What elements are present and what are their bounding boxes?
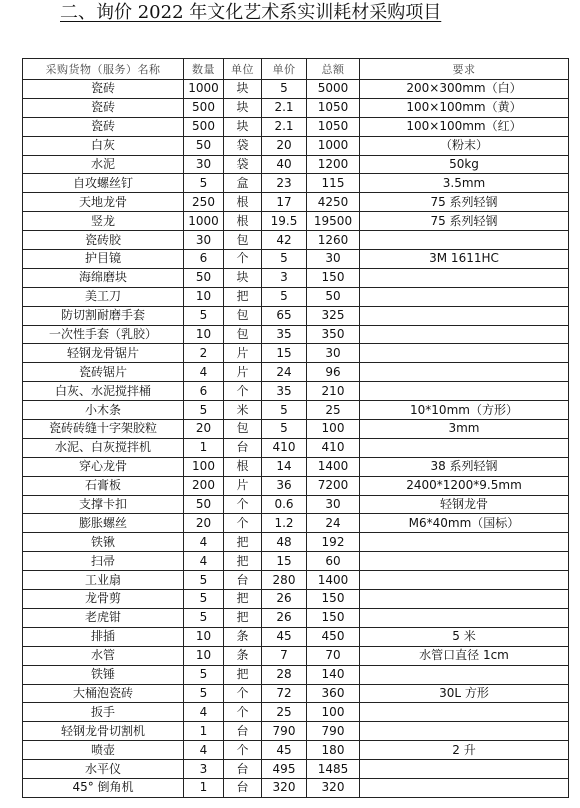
total-cell: 450 <box>307 627 360 646</box>
table-row <box>23 741 569 760</box>
requirement-cell: 200×300mm（白） <box>360 80 569 99</box>
item-name-cell: 扳手 <box>23 703 184 722</box>
table-row <box>23 760 569 779</box>
unit-cell: 把 <box>224 590 262 609</box>
requirement-cell <box>360 344 569 363</box>
requirement-cell: 50kg <box>360 155 569 174</box>
requirement-cell <box>360 552 569 571</box>
unit-cell: 台 <box>224 760 262 779</box>
unit-cell: 块 <box>224 80 262 99</box>
total-cell: 24 <box>307 514 360 533</box>
procurement-table <box>22 58 569 798</box>
unit-price-cell: 65 <box>262 306 307 325</box>
item-name-cell: 自攻螺丝钉 <box>23 174 184 193</box>
unit-cell: 袋 <box>224 155 262 174</box>
requirement-cell: 10*10mm（方形） <box>360 401 569 420</box>
page-title: 二、询价 2022 年文化艺术系实训耗材采购项目 <box>60 2 442 23</box>
requirement-cell <box>360 306 569 325</box>
quantity-cell: 30 <box>184 155 224 174</box>
quantity-cell: 500 <box>184 117 224 136</box>
total-cell: 1260 <box>307 231 360 250</box>
unit-price-cell: 40 <box>262 155 307 174</box>
total-cell: 320 <box>307 778 360 797</box>
table-row <box>23 174 569 193</box>
unit-price-cell: 15 <box>262 552 307 571</box>
table-row <box>23 250 569 269</box>
unit-price-cell: 320 <box>262 778 307 797</box>
unit-cell: 把 <box>224 287 262 306</box>
item-name-cell: 一次性手套（乳胶） <box>23 325 184 344</box>
unit-cell: 片 <box>224 476 262 495</box>
total-cell: 1050 <box>307 98 360 117</box>
unit-price-cell: 72 <box>262 684 307 703</box>
total-cell: 150 <box>307 590 360 609</box>
item-name-cell: 水泥 <box>23 155 184 174</box>
table-row <box>23 703 569 722</box>
quantity-cell: 10 <box>184 287 224 306</box>
unit-cell: 个 <box>224 495 262 514</box>
unit-price-cell: 0.6 <box>262 495 307 514</box>
unit-price-cell: 495 <box>262 760 307 779</box>
header-unit-price: 单价 <box>262 59 307 80</box>
item-name-cell: 水平仪 <box>23 760 184 779</box>
unit-cell: 台 <box>224 438 262 457</box>
item-name-cell: 瓷砖 <box>23 117 184 136</box>
total-cell: 115 <box>307 174 360 193</box>
total-cell: 50 <box>307 287 360 306</box>
table-row <box>23 514 569 533</box>
quantity-cell: 100 <box>184 457 224 476</box>
unit-cell: 块 <box>224 268 262 287</box>
quantity-cell: 6 <box>184 382 224 401</box>
quantity-cell: 500 <box>184 98 224 117</box>
requirement-cell: 75 系列轻钢 <box>360 212 569 231</box>
quantity-cell: 5 <box>184 401 224 420</box>
item-name-cell: 瓷砖胶 <box>23 231 184 250</box>
table-row <box>23 420 569 439</box>
requirement-cell: 2400*1200*9.5mm <box>360 476 569 495</box>
total-cell: 30 <box>307 344 360 363</box>
unit-price-cell: 790 <box>262 722 307 741</box>
unit-cell: 个 <box>224 684 262 703</box>
unit-price-cell: 26 <box>262 590 307 609</box>
quantity-cell: 20 <box>184 420 224 439</box>
table-row <box>23 476 569 495</box>
quantity-cell: 10 <box>184 646 224 665</box>
unit-cell: 个 <box>224 703 262 722</box>
quantity-cell: 10 <box>184 627 224 646</box>
table-row <box>23 98 569 117</box>
unit-price-cell: 7 <box>262 646 307 665</box>
total-cell: 19500 <box>307 212 360 231</box>
table-row <box>23 590 569 609</box>
requirement-cell: （粉末） <box>360 136 569 155</box>
table-row <box>23 306 569 325</box>
table-row <box>23 495 569 514</box>
table-row <box>23 665 569 684</box>
unit-price-cell: 3 <box>262 268 307 287</box>
total-cell: 150 <box>307 608 360 627</box>
item-name-cell: 防切割耐磨手套 <box>23 306 184 325</box>
item-name-cell: 45° 倒角机 <box>23 778 184 797</box>
table-row <box>23 533 569 552</box>
quantity-cell: 200 <box>184 476 224 495</box>
total-cell: 100 <box>307 420 360 439</box>
unit-price-cell: 17 <box>262 193 307 212</box>
quantity-cell: 5 <box>184 665 224 684</box>
quantity-cell: 1 <box>184 722 224 741</box>
requirement-cell <box>360 778 569 797</box>
item-name-cell: 石膏板 <box>23 476 184 495</box>
requirement-cell: 75 系列轻钢 <box>360 193 569 212</box>
total-cell: 325 <box>307 306 360 325</box>
total-cell: 100 <box>307 703 360 722</box>
total-cell: 350 <box>307 325 360 344</box>
unit-cell: 盒 <box>224 174 262 193</box>
unit-cell: 把 <box>224 608 262 627</box>
unit-price-cell: 2.1 <box>262 98 307 117</box>
unit-cell: 把 <box>224 533 262 552</box>
total-cell: 5000 <box>307 80 360 99</box>
quantity-cell: 10 <box>184 325 224 344</box>
requirement-cell <box>360 325 569 344</box>
total-cell: 360 <box>307 684 360 703</box>
table-row <box>23 268 569 287</box>
item-name-cell: 瓷砖锯片 <box>23 363 184 382</box>
quantity-cell: 250 <box>184 193 224 212</box>
quantity-cell: 6 <box>184 250 224 269</box>
total-cell: 1200 <box>307 155 360 174</box>
unit-price-cell: 5 <box>262 250 307 269</box>
total-cell: 1485 <box>307 760 360 779</box>
total-cell: 96 <box>307 363 360 382</box>
table-header-row <box>23 59 569 80</box>
unit-cell: 条 <box>224 627 262 646</box>
total-cell: 4250 <box>307 193 360 212</box>
total-cell: 1000 <box>307 136 360 155</box>
item-name-cell: 铁锤 <box>23 665 184 684</box>
header-total: 总额 <box>307 59 360 80</box>
total-cell: 180 <box>307 741 360 760</box>
quantity-cell: 4 <box>184 552 224 571</box>
unit-price-cell: 24 <box>262 363 307 382</box>
unit-cell: 根 <box>224 212 262 231</box>
table-row <box>23 571 569 590</box>
unit-cell: 块 <box>224 117 262 136</box>
header-name: 采购货物（服务）名称 <box>23 59 184 80</box>
unit-price-cell: 28 <box>262 665 307 684</box>
unit-price-cell: 26 <box>262 608 307 627</box>
total-cell: 150 <box>307 268 360 287</box>
item-name-cell: 白灰 <box>23 136 184 155</box>
requirement-cell <box>360 363 569 382</box>
requirement-cell: 5 米 <box>360 627 569 646</box>
table-row <box>23 363 569 382</box>
total-cell: 70 <box>307 646 360 665</box>
quantity-cell: 5 <box>184 306 224 325</box>
item-name-cell: 瓷砖砖缝十字架胶粒 <box>23 420 184 439</box>
table-row <box>23 646 569 665</box>
requirement-cell <box>360 722 569 741</box>
unit-cell: 个 <box>224 382 262 401</box>
unit-cell: 台 <box>224 722 262 741</box>
total-cell: 210 <box>307 382 360 401</box>
unit-price-cell: 19.5 <box>262 212 307 231</box>
item-name-cell: 穿心龙骨 <box>23 457 184 476</box>
table-row <box>23 80 569 99</box>
requirement-cell: 38 系列轻钢 <box>360 457 569 476</box>
table-row <box>23 552 569 571</box>
unit-price-cell: 14 <box>262 457 307 476</box>
item-name-cell: 龙骨剪 <box>23 590 184 609</box>
table-row <box>23 457 569 476</box>
requirement-cell <box>360 382 569 401</box>
requirement-cell: 3mm <box>360 420 569 439</box>
unit-cell: 根 <box>224 457 262 476</box>
unit-cell: 片 <box>224 344 262 363</box>
item-name-cell: 护目镜 <box>23 250 184 269</box>
total-cell: 1400 <box>307 457 360 476</box>
requirement-cell <box>360 760 569 779</box>
requirement-cell <box>360 438 569 457</box>
item-name-cell: 轻钢龙骨切割机 <box>23 722 184 741</box>
requirement-cell: 水管口直径 1cm <box>360 646 569 665</box>
total-cell: 30 <box>307 250 360 269</box>
table-row <box>23 231 569 250</box>
unit-cell: 片 <box>224 363 262 382</box>
unit-cell: 条 <box>224 646 262 665</box>
unit-cell: 包 <box>224 306 262 325</box>
unit-price-cell: 5 <box>262 401 307 420</box>
item-name-cell: 小木条 <box>23 401 184 420</box>
requirement-cell <box>360 608 569 627</box>
unit-cell: 把 <box>224 552 262 571</box>
unit-price-cell: 42 <box>262 231 307 250</box>
unit-price-cell: 45 <box>262 741 307 760</box>
unit-cell: 包 <box>224 420 262 439</box>
item-name-cell: 大桶泡瓷砖 <box>23 684 184 703</box>
item-name-cell: 支撑卡扣 <box>23 495 184 514</box>
table-row <box>23 344 569 363</box>
quantity-cell: 4 <box>184 533 224 552</box>
table-row <box>23 155 569 174</box>
requirement-cell: 2 升 <box>360 741 569 760</box>
requirement-cell: M6*40mm（国标） <box>360 514 569 533</box>
unit-price-cell: 15 <box>262 344 307 363</box>
item-name-cell: 水泥、白灰搅拌机 <box>23 438 184 457</box>
requirement-cell: 3M 1611HC <box>360 250 569 269</box>
item-name-cell: 白灰、水泥搅拌桶 <box>23 382 184 401</box>
table-row <box>23 212 569 231</box>
table-row <box>23 684 569 703</box>
requirement-cell: 轻钢龙骨 <box>360 495 569 514</box>
header-requirement: 要求 <box>360 59 569 80</box>
table-row <box>23 438 569 457</box>
quantity-cell: 50 <box>184 268 224 287</box>
quantity-cell: 2 <box>184 344 224 363</box>
item-name-cell: 喷壶 <box>23 741 184 760</box>
quantity-cell: 1 <box>184 438 224 457</box>
table-row <box>23 193 569 212</box>
item-name-cell: 瓷砖 <box>23 98 184 117</box>
total-cell: 7200 <box>307 476 360 495</box>
total-cell: 1400 <box>307 571 360 590</box>
header-quantity: 数量 <box>184 59 224 80</box>
total-cell: 1050 <box>307 117 360 136</box>
item-name-cell: 天地龙骨 <box>23 193 184 212</box>
unit-price-cell: 280 <box>262 571 307 590</box>
requirement-cell <box>360 590 569 609</box>
unit-price-cell: 20 <box>262 136 307 155</box>
unit-price-cell: 45 <box>262 627 307 646</box>
requirement-cell <box>360 703 569 722</box>
unit-price-cell: 5 <box>262 80 307 99</box>
quantity-cell: 1 <box>184 778 224 797</box>
item-name-cell: 工业扇 <box>23 571 184 590</box>
unit-price-cell: 36 <box>262 476 307 495</box>
item-name-cell: 排插 <box>23 627 184 646</box>
unit-cell: 个 <box>224 514 262 533</box>
quantity-cell: 5 <box>184 571 224 590</box>
item-name-cell: 铁锹 <box>23 533 184 552</box>
quantity-cell: 4 <box>184 703 224 722</box>
unit-cell: 根 <box>224 193 262 212</box>
quantity-cell: 30 <box>184 231 224 250</box>
quantity-cell: 50 <box>184 495 224 514</box>
quantity-cell: 1000 <box>184 212 224 231</box>
unit-cell: 个 <box>224 250 262 269</box>
requirement-cell <box>360 533 569 552</box>
unit-price-cell: 48 <box>262 533 307 552</box>
item-name-cell: 美工刀 <box>23 287 184 306</box>
requirement-cell: 100×100mm（黄） <box>360 98 569 117</box>
table-row <box>23 401 569 420</box>
quantity-cell: 20 <box>184 514 224 533</box>
total-cell: 790 <box>307 722 360 741</box>
item-name-cell: 水管 <box>23 646 184 665</box>
unit-price-cell: 410 <box>262 438 307 457</box>
item-name-cell: 轻钢龙骨锯片 <box>23 344 184 363</box>
requirement-cell: 3.5mm <box>360 174 569 193</box>
requirement-cell <box>360 287 569 306</box>
item-name-cell: 扫帚 <box>23 552 184 571</box>
total-cell: 25 <box>307 401 360 420</box>
unit-price-cell: 35 <box>262 382 307 401</box>
requirement-cell <box>360 665 569 684</box>
unit-price-cell: 23 <box>262 174 307 193</box>
unit-cell: 台 <box>224 778 262 797</box>
unit-cell: 块 <box>224 98 262 117</box>
unit-cell: 个 <box>224 741 262 760</box>
unit-cell: 米 <box>224 401 262 420</box>
requirement-cell <box>360 571 569 590</box>
requirement-cell: 30L 方形 <box>360 684 569 703</box>
total-cell: 30 <box>307 495 360 514</box>
unit-cell: 包 <box>224 231 262 250</box>
unit-cell: 把 <box>224 665 262 684</box>
table-row <box>23 608 569 627</box>
unit-cell: 台 <box>224 571 262 590</box>
unit-price-cell: 5 <box>262 287 307 306</box>
quantity-cell: 4 <box>184 741 224 760</box>
unit-price-cell: 25 <box>262 703 307 722</box>
quantity-cell: 5 <box>184 174 224 193</box>
table-row <box>23 778 569 797</box>
quantity-cell: 5 <box>184 590 224 609</box>
requirement-cell <box>360 231 569 250</box>
unit-cell: 袋 <box>224 136 262 155</box>
unit-price-cell: 2.1 <box>262 117 307 136</box>
item-name-cell: 膨胀螺丝 <box>23 514 184 533</box>
table-row <box>23 325 569 344</box>
total-cell: 60 <box>307 552 360 571</box>
table-row <box>23 136 569 155</box>
table-row <box>23 722 569 741</box>
header-unit: 单位 <box>224 59 262 80</box>
item-name-cell: 海绵磨块 <box>23 268 184 287</box>
requirement-cell <box>360 268 569 287</box>
requirement-cell: 100×100mm（红） <box>360 117 569 136</box>
quantity-cell: 50 <box>184 136 224 155</box>
total-cell: 410 <box>307 438 360 457</box>
unit-cell: 包 <box>224 325 262 344</box>
item-name-cell: 竖龙 <box>23 212 184 231</box>
unit-price-cell: 5 <box>262 420 307 439</box>
item-name-cell: 瓷砖 <box>23 80 184 99</box>
table-row <box>23 382 569 401</box>
item-name-cell: 老虎钳 <box>23 608 184 627</box>
quantity-cell: 1000 <box>184 80 224 99</box>
table-row <box>23 117 569 136</box>
unit-price-cell: 35 <box>262 325 307 344</box>
quantity-cell: 5 <box>184 608 224 627</box>
unit-price-cell: 1.2 <box>262 514 307 533</box>
total-cell: 140 <box>307 665 360 684</box>
table-row <box>23 287 569 306</box>
table-row <box>23 627 569 646</box>
quantity-cell: 5 <box>184 684 224 703</box>
quantity-cell: 3 <box>184 760 224 779</box>
total-cell: 192 <box>307 533 360 552</box>
quantity-cell: 4 <box>184 363 224 382</box>
